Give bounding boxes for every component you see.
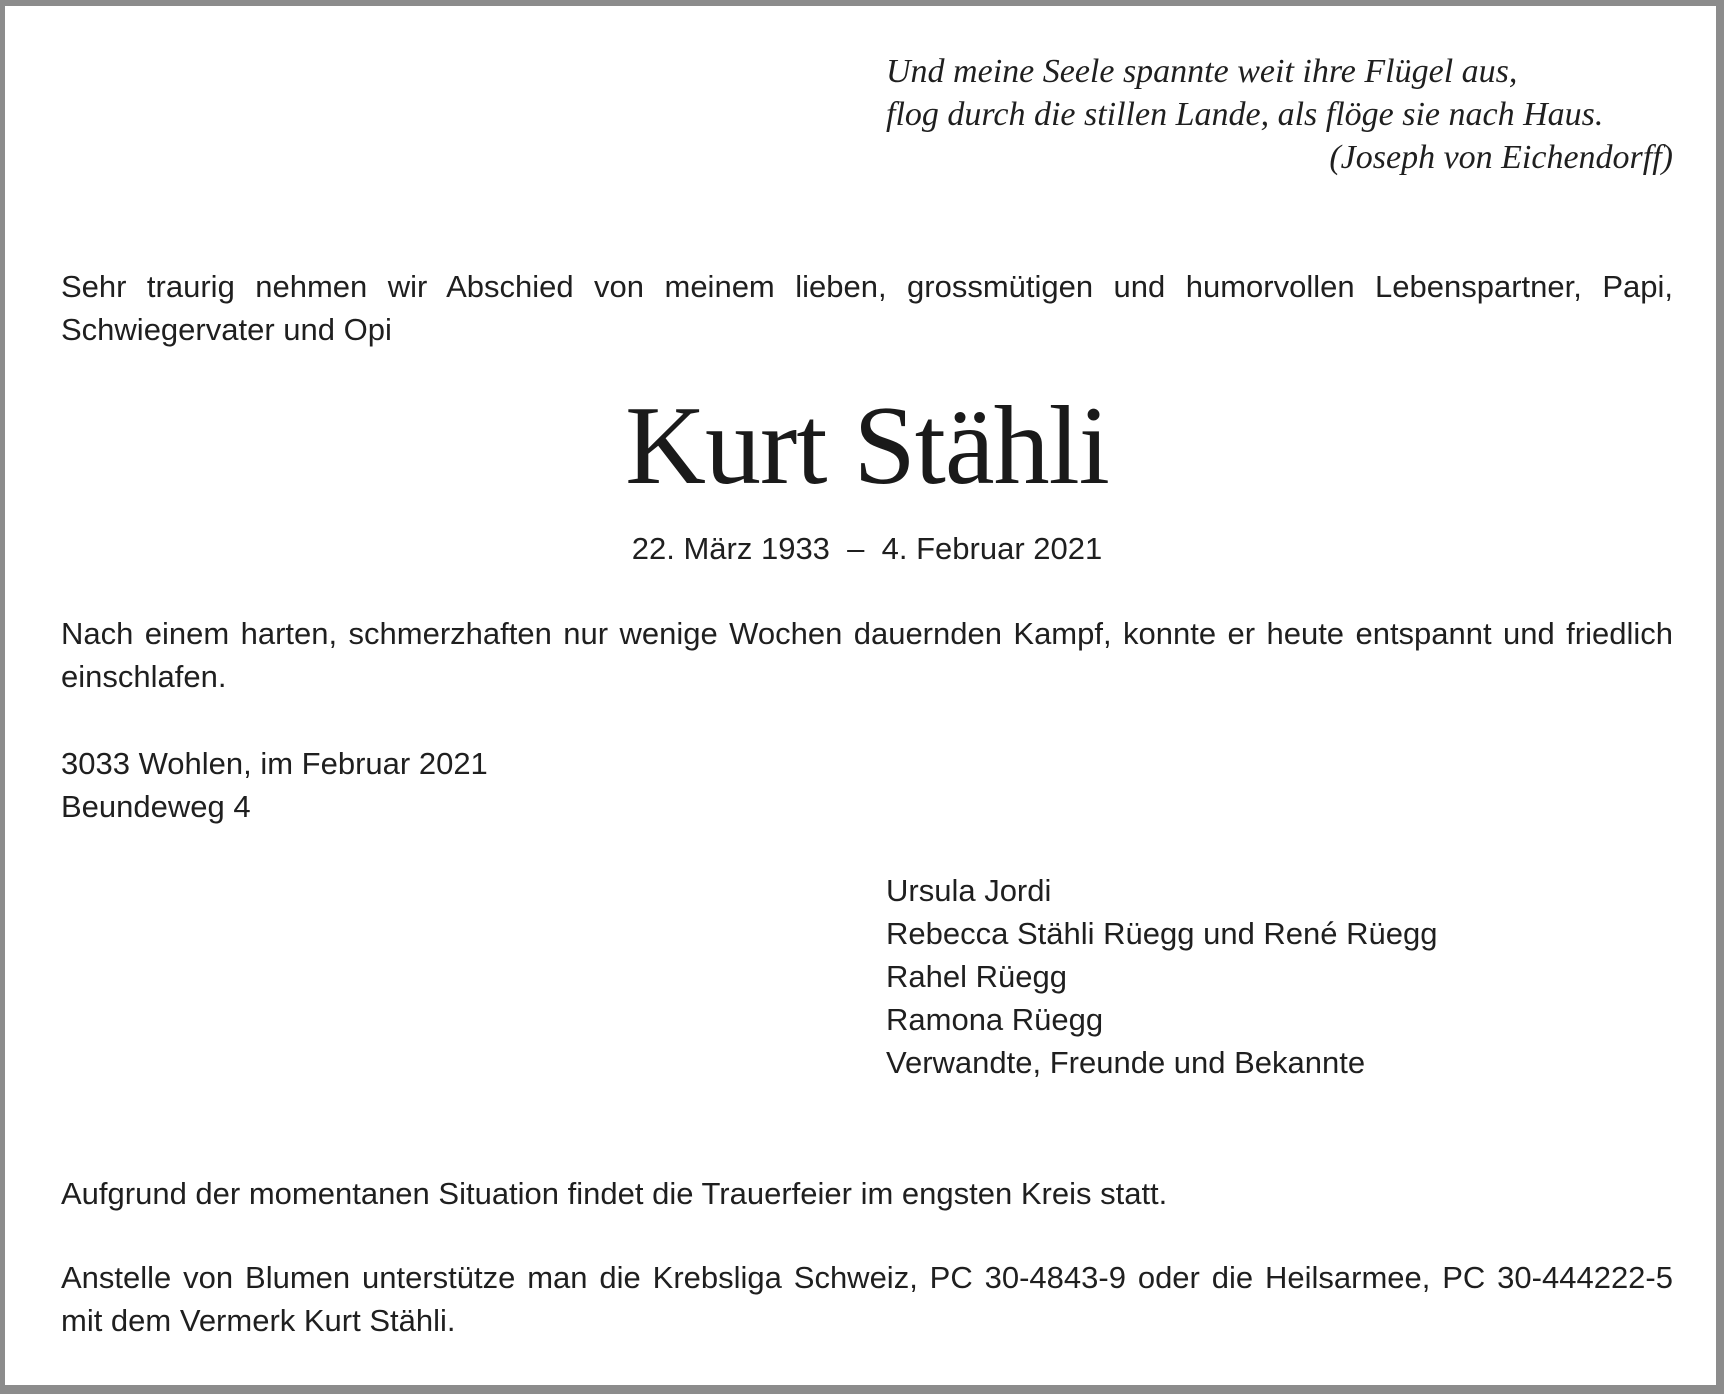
street-address: Beundeweg 4 [61,789,251,824]
deceased-name: Kurt Stähli [625,384,1109,508]
quote-line: flog durch die stillen Lande, als flöge sie nach Haus. [886,96,1604,133]
intro-paragraph: Sehr traurig nehmen wir Abschied von meinem lieben, grossmütigen und humorvollen Lebenspartner, Papi, Schwiegervater und Opi [61,269,1673,347]
ceremony-notice: Aufgrund der momentanen Situation findet die Trauerfeier im engsten Kreis statt. [61,1176,1168,1211]
mourner-name: Rebecca Stähli Rüegg und René Rüegg [886,916,1438,951]
donation-paragraph: Anstelle von Blumen unterstütze man die Krebsliga Schweiz, PC 30-4843-9 oder die Heilsarmee, PC 30-444222-5 mit dem Vermerk Kurt Stähli. [61,1260,1673,1338]
mourner-name: Ursula Jordi [886,873,1052,908]
quote-line: Und meine Seele spannte weit ihre Flügel aus, [886,53,1518,90]
place-date: 3033 Wohlen, im Februar 2021 [61,746,488,781]
mourners-list [886,869,1666,1084]
address-block [61,742,761,828]
passing-paragraph: Nach einem harten, schmerzhaften nur wenige Wochen dauernden Kampf, konnte er heute entspannt und friedlich einschlafen. [61,616,1673,694]
mourner-name: Rahel Rüegg [886,959,1067,994]
mourner-name: Verwandte, Freunde und Bekannte [886,1045,1366,1080]
death-date: 4. Februar 2021 [881,531,1103,566]
birth-date: 22. März 1933 [631,531,830,566]
date-separator: – [847,531,865,566]
mourner-name: Ramona Rüegg [886,1002,1104,1037]
epigraph-quote [886,50,1673,179]
life-dates [5,527,1724,570]
quote-author: (Joseph von Eichendorff) [1329,139,1673,176]
